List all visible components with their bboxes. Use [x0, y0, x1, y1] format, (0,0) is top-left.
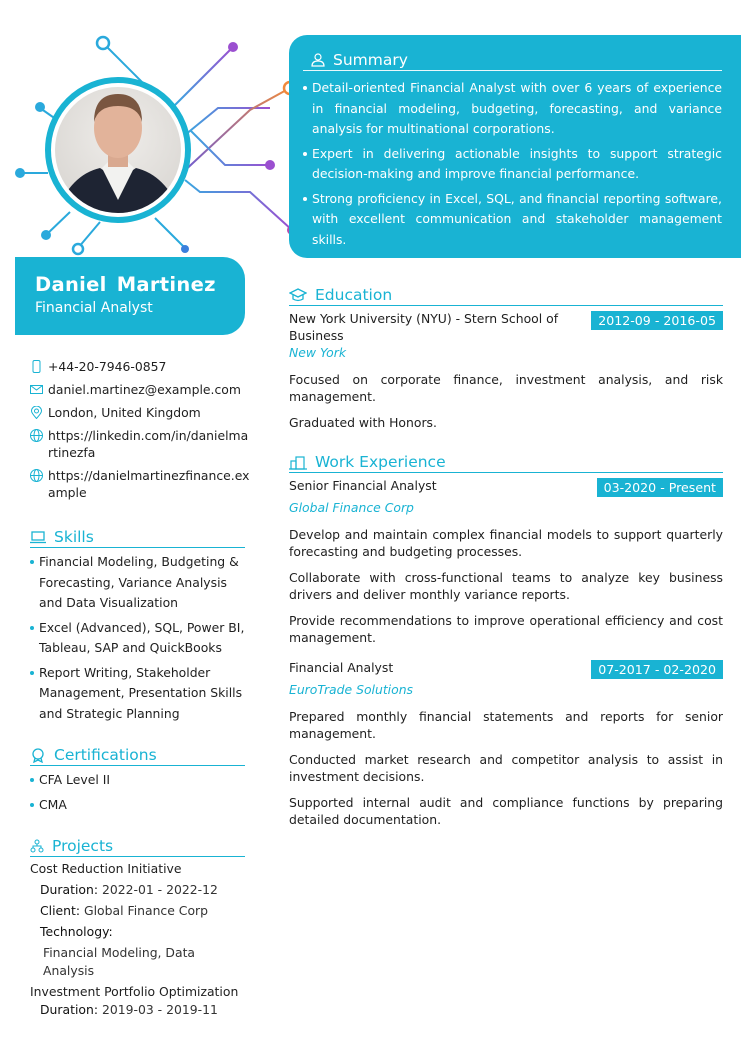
detail-text: Conducted market research and competitor analysis to assist in investment decisions. — [289, 752, 723, 784]
text: Detail-oriented Financial Analyst with over 6 years of experience in financial modeling, budgeting, forecasting, and variance analysis for multinational corporations. — [312, 80, 722, 136]
section-title: Skills — [54, 528, 94, 546]
list-item — [30, 552, 245, 614]
school-location: New York — [289, 345, 347, 360]
text: Technology: — [40, 924, 113, 939]
list-item — [30, 618, 245, 659]
contact-text: London, United Kingdom — [48, 405, 201, 420]
date-badge: 07-2017 - 02-2020 — [591, 660, 723, 679]
text: Client: — [40, 903, 81, 918]
job-role: Financial Analyst — [289, 660, 394, 675]
profile-photo — [48, 80, 190, 220]
skills-section — [30, 528, 245, 728]
user-icon — [311, 53, 325, 67]
detail-text: Prepared monthly financial statements and reports for senior management. — [289, 709, 723, 741]
building-icon — [289, 455, 307, 470]
text: Report Writing, Stakeholder Management, Presentation Skills and Strategic Planning — [39, 664, 243, 721]
section-heading — [303, 51, 722, 71]
detail-text: Supported internal audit and compliance functions by preparing detailed documentation. — [289, 795, 723, 827]
date-badge: 03-2020 - Present — [597, 478, 723, 497]
date-badge: 2012-09 - 2016-05 — [591, 311, 723, 330]
detail-text: Focused on corporate finance, investment analysis, and risk management. — [289, 372, 723, 404]
text: Strong proficiency in Excel, SQL, and financial reporting software, with excellent communication and stakeholder management skills. — [312, 190, 722, 247]
detail-text: Provide recommendations to improve operational efficiency and cost management. — [289, 613, 723, 645]
school-name: New York University (NYU) - Stern School of Business — [289, 311, 559, 343]
contact-text: daniel.martinez@example.com — [48, 382, 241, 397]
experience-heading — [289, 453, 723, 473]
project-technology: Financial Modeling, Data Analysis — [43, 945, 196, 978]
section-title: Projects — [52, 837, 114, 855]
section-title: Summary — [333, 51, 408, 69]
list-item — [303, 78, 722, 140]
text: Duration: — [40, 1002, 98, 1017]
project-item — [30, 983, 245, 1019]
section-heading — [30, 837, 245, 857]
location-icon — [30, 406, 43, 419]
globe-icon — [30, 469, 43, 482]
name-banner — [15, 257, 245, 335]
phone-icon — [30, 360, 43, 373]
list-item — [30, 663, 245, 725]
experience-entry — [289, 477, 723, 646]
summary-section — [289, 35, 741, 258]
job-role: Senior Financial Analyst — [289, 478, 437, 493]
list-item — [303, 189, 722, 251]
project-name: Investment Portfolio Optimization — [30, 984, 239, 999]
candidate-name: Daniel Martinez — [35, 273, 216, 296]
circuit-decoration — [0, 0, 300, 260]
text: Financial Modeling, Budgeting & Forecasting, Variance Analysis and Data Visualization — [39, 554, 239, 610]
section-heading — [30, 746, 245, 766]
detail-text: Graduated with Honors. — [289, 415, 437, 430]
contact-email[interactable] — [30, 381, 250, 398]
main-column — [289, 286, 723, 828]
education-entry — [289, 310, 723, 431]
laptop-icon — [30, 531, 46, 544]
project-duration: 2022-01 - 2022-12 — [101, 882, 218, 897]
contact-text: +44-20-7946-0857 — [48, 359, 167, 374]
project-item — [30, 860, 245, 980]
text: Expert in delivering actionable insights to support strategic decision-making and improve financial performance. — [312, 145, 722, 181]
company-name: Global Finance Corp — [289, 500, 414, 515]
contact-list — [30, 358, 250, 507]
project-duration: 2019-03 - 2019-11 — [101, 1002, 218, 1017]
award-icon — [30, 748, 46, 763]
contact-phone — [30, 358, 250, 375]
contact-text: https://linkedin.com/in/danielmartinezfa — [48, 428, 249, 460]
list-item — [30, 795, 245, 816]
globe-icon — [30, 429, 43, 442]
section-heading — [30, 528, 245, 548]
text: CMA — [39, 796, 67, 812]
sitemap-icon — [30, 839, 44, 853]
projects-section — [30, 837, 245, 1019]
company-name: EuroTrade Solutions — [289, 682, 414, 697]
education-heading — [289, 286, 723, 306]
project-client: Global Finance Corp — [84, 903, 208, 918]
section-title: Education — [315, 286, 393, 304]
section-title: Certifications — [54, 746, 157, 764]
contact-website[interactable] — [30, 467, 250, 501]
contact-text: https://danielmartinezfinance.example — [48, 468, 250, 500]
text: Excel (Advanced), SQL, Power BI, Tableau, SAP and QuickBooks — [39, 619, 245, 655]
detail-text: Collaborate with cross-functional teams to analyze key business drivers and deliver monthly variance reports. — [289, 570, 723, 602]
certifications-section — [30, 746, 245, 819]
detail-text: Develop and maintain complex financial models to support quarterly forecasting and budgeting processes. — [289, 527, 723, 559]
graduation-cap-icon — [289, 288, 307, 302]
contact-location — [30, 404, 250, 421]
section-title: Work Experience — [315, 453, 446, 471]
experience-entry — [289, 659, 723, 828]
list-item — [30, 770, 245, 791]
text: CFA Level II — [39, 772, 111, 787]
text: Duration: — [40, 882, 98, 897]
project-name: Cost Reduction Initiative — [30, 861, 182, 876]
list-item — [303, 144, 722, 185]
email-icon — [30, 383, 43, 396]
job-title: Financial Analyst — [35, 300, 153, 316]
contact-linkedin[interactable] — [30, 427, 250, 461]
